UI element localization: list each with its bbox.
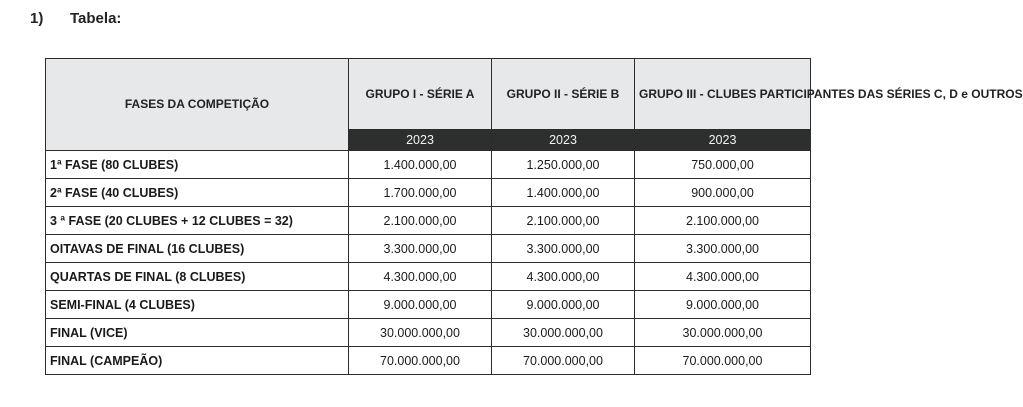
table-header-row xyxy=(46,59,811,130)
table-row xyxy=(46,179,811,207)
table-row xyxy=(46,347,811,375)
value-cell-group-2: 2.100.000,00 xyxy=(492,207,635,235)
value-cell-group-3: 70.000.000,00 xyxy=(635,347,811,375)
phase-cell: FINAL (VICE) xyxy=(46,319,349,347)
phase-cell: 2ª FASE (40 CLUBES) xyxy=(46,179,349,207)
section-number: 1) xyxy=(30,10,44,27)
phase-cell: SEMI-FINAL (4 CLUBES) xyxy=(46,291,349,319)
value-cell-group-3: 750.000,00 xyxy=(635,151,811,179)
value-cell-group-2: 3.300.000,00 xyxy=(492,235,635,263)
value-cell-group-2: 70.000.000,00 xyxy=(492,347,635,375)
value-cell-group-2: 30.000.000,00 xyxy=(492,319,635,347)
phase-cell: 3 ª FASE (20 CLUBES + 12 CLUBES = 32) xyxy=(46,207,349,235)
header-group-1: GRUPO I - SÉRIE A xyxy=(349,59,492,130)
phase-cell: QUARTAS DE FINAL (8 CLUBES) xyxy=(46,263,349,291)
table-row xyxy=(46,207,811,235)
header-group-2: GRUPO II - SÉRIE B xyxy=(492,59,635,130)
prize-table xyxy=(45,58,1023,375)
value-cell-group-3: 30.000.000,00 xyxy=(635,319,811,347)
phase-cell: OITAVAS DE FINAL (16 CLUBES) xyxy=(46,235,349,263)
value-cell-group-1: 30.000.000,00 xyxy=(349,319,492,347)
section-heading xyxy=(30,10,121,27)
year-group-3: 2023 xyxy=(635,130,811,151)
value-cell-group-2: 9.000.000,00 xyxy=(492,291,635,319)
value-cell-group-1: 9.000.000,00 xyxy=(349,291,492,319)
value-cell-group-1: 1.700.000,00 xyxy=(349,179,492,207)
value-cell-group-1: 2.100.000,00 xyxy=(349,207,492,235)
phase-cell: 1ª FASE (80 CLUBES) xyxy=(46,151,349,179)
table-body xyxy=(46,151,811,375)
table-row xyxy=(46,319,811,347)
table-row xyxy=(46,291,811,319)
value-cell-group-2: 1.400.000,00 xyxy=(492,179,635,207)
table-row xyxy=(46,151,811,179)
year-group-1: 2023 xyxy=(349,130,492,151)
year-group-2: 2023 xyxy=(492,130,635,151)
phase-cell: FINAL (CAMPEÃO) xyxy=(46,347,349,375)
value-cell-group-1: 4.300.000,00 xyxy=(349,263,492,291)
value-cell-group-3: 900.000,00 xyxy=(635,179,811,207)
header-group-3: GRUPO III - CLUBES PARTICIPANTES DAS SÉRIES C, D e OUTROS xyxy=(635,59,811,130)
table-row xyxy=(46,263,811,291)
value-cell-group-2: 4.300.000,00 xyxy=(492,263,635,291)
value-cell-group-1: 1.400.000,00 xyxy=(349,151,492,179)
value-cell-group-3: 4.300.000,00 xyxy=(635,263,811,291)
header-phases: FASES DA COMPETIÇÃO xyxy=(46,59,349,151)
value-cell-group-2: 1.250.000,00 xyxy=(492,151,635,179)
section-title: Tabela: xyxy=(70,10,122,27)
value-cell-group-3: 9.000.000,00 xyxy=(635,291,811,319)
table-row xyxy=(46,235,811,263)
value-cell-group-1: 70.000.000,00 xyxy=(349,347,492,375)
value-cell-group-1: 3.300.000,00 xyxy=(349,235,492,263)
value-cell-group-3: 2.100.000,00 xyxy=(635,207,811,235)
value-cell-group-3: 3.300.000,00 xyxy=(635,235,811,263)
